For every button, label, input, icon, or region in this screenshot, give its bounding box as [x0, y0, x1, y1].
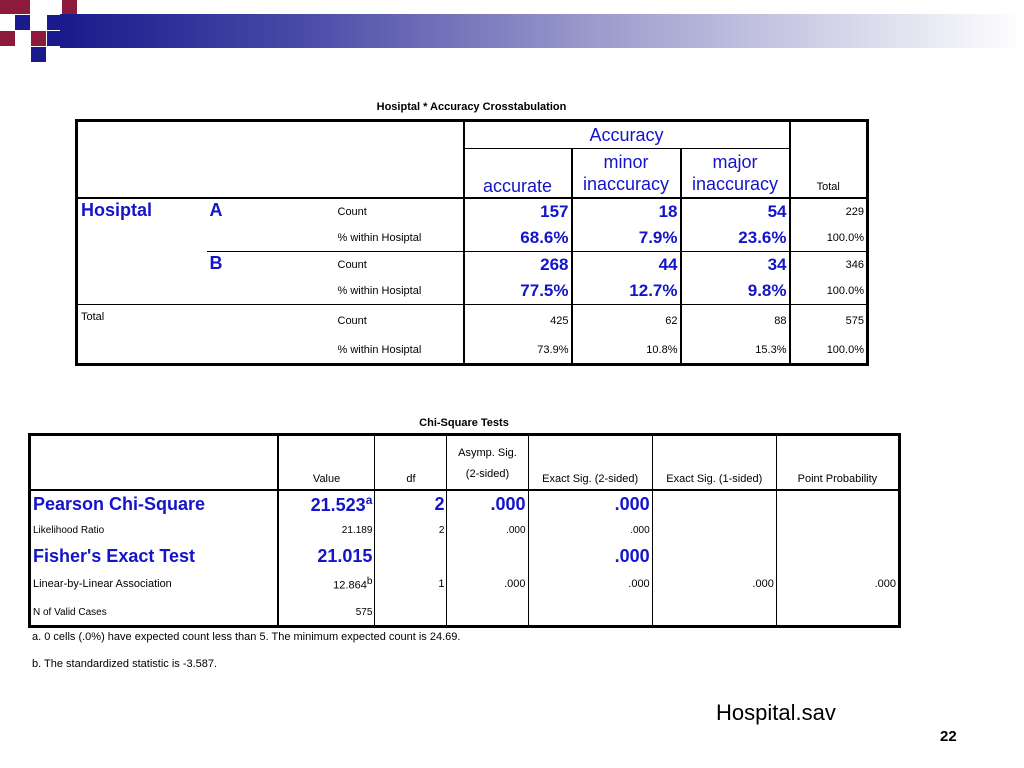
df-header: df	[375, 435, 447, 491]
cell-value: .000	[528, 543, 652, 569]
cell-value: 77.5%	[464, 278, 572, 305]
cell-value: .000	[447, 569, 528, 599]
chi-caption: Chi-Square Tests	[419, 417, 509, 429]
col-accurate-header: accurate	[464, 149, 572, 199]
cell-value: 100.0%	[790, 337, 868, 365]
stat-label: Count	[337, 259, 367, 271]
table-row	[30, 490, 900, 517]
cell-value: 21.189	[278, 517, 375, 543]
cell-value: 73.9%	[464, 337, 572, 365]
table-row	[77, 198, 868, 225]
cell-value: .000	[528, 569, 652, 599]
table-row	[30, 543, 900, 569]
cell-value: 268	[464, 252, 572, 279]
page-number: 22	[940, 728, 957, 745]
cell-value: 1	[375, 569, 447, 599]
cell-value: 21.523$^a$	[278, 490, 375, 517]
banner-square-decoration	[47, 15, 62, 30]
cell-value: 15.3%	[681, 337, 790, 365]
table-row	[77, 305, 868, 338]
cell-value: 88	[681, 305, 790, 338]
cell-value: 9.8%	[681, 278, 790, 305]
cell-value: .000	[776, 569, 899, 599]
row-label-total: Total	[77, 305, 207, 338]
crosstab-table	[75, 119, 869, 366]
banner-square-decoration	[0, 0, 30, 14]
table-row	[30, 599, 900, 627]
row-label-likelihood: Likelihood Ratio	[33, 524, 105, 536]
row-label-b: B	[209, 253, 223, 273]
cell-value: .000	[528, 517, 652, 543]
cell-value: 346	[790, 252, 868, 279]
point-header: Point Probability	[776, 435, 899, 491]
banner-square-decoration	[31, 31, 46, 46]
row-label-valid: N of Valid Cases	[33, 606, 107, 618]
cell-value: 100.0%	[790, 225, 868, 252]
footnote-a: a. 0 cells (.0%) have expected count less than 5. The minimum expected count is 24.69.	[32, 631, 461, 643]
cell-value: 54	[681, 198, 790, 225]
cell-value: 229	[790, 198, 868, 225]
col-minor-header: minor inaccuracy	[572, 149, 681, 199]
cell-value: 44	[572, 252, 681, 279]
table-row	[30, 517, 900, 543]
cell-value: 7.9%	[572, 225, 681, 252]
chi-square-table	[28, 433, 901, 628]
banner-square-decoration	[47, 31, 62, 46]
cell-value: 425	[464, 305, 572, 338]
accuracy-header: Accuracy	[464, 121, 790, 149]
stat-label: Count	[337, 206, 367, 218]
stat-label: % within Hosiptal	[337, 344, 422, 356]
row-group-hosiptal: Hosiptal	[81, 200, 153, 220]
cell-value: 575	[278, 599, 375, 627]
cell-value: 2	[375, 490, 447, 517]
crosstab-caption: Hosiptal * Accuracy Crosstabulation	[376, 101, 567, 113]
title-banner-gradient	[60, 14, 1024, 48]
row-label-a: A	[207, 198, 335, 252]
banner-square-decoration	[0, 31, 15, 46]
stat-label: Count	[335, 305, 464, 338]
exact2-header: Exact Sig. (2-sided)	[528, 435, 652, 491]
value-header: Value	[278, 435, 375, 491]
cell-value: 575	[790, 305, 868, 338]
cell-value: 68.6%	[464, 225, 572, 252]
table-row	[77, 337, 868, 365]
stat-label: % within Hosiptal	[335, 225, 464, 252]
cell-value: .000	[528, 490, 652, 517]
total-header: Total	[790, 121, 868, 199]
cell-value: .000	[652, 569, 776, 599]
exact1-header: Exact Sig. (1-sided)	[652, 435, 776, 491]
table-row	[30, 569, 900, 599]
row-label-fisher: Fisher's Exact Test	[33, 545, 196, 566]
footnote-b: b. The standardized statistic is -3.587.	[32, 658, 218, 670]
cell-value: 100.0%	[790, 278, 868, 305]
cell-value: 12.7%	[572, 278, 681, 305]
cell-value: 18	[572, 198, 681, 225]
cell-value: 12.864$^b$	[278, 569, 375, 599]
cell-value: 62	[572, 305, 681, 338]
col-major-header: major inaccuracy	[681, 149, 790, 199]
cell-value: 2	[375, 517, 447, 543]
row-label-pearson: Pearson Chi-Square	[33, 493, 206, 514]
cell-value: 21.015	[278, 543, 375, 569]
banner-square-decoration	[62, 0, 77, 14]
banner-square-decoration	[31, 47, 46, 62]
asymp-header: Asymp. Sig. (2-sided)	[447, 435, 528, 491]
cell-value: .000	[447, 490, 528, 517]
file-label: Hospital.sav	[716, 700, 836, 725]
banner-square-decoration	[15, 15, 30, 30]
cell-value: .000	[447, 517, 528, 543]
cell-value: 10.8%	[572, 337, 681, 365]
stat-label: % within Hosiptal	[337, 285, 422, 297]
row-label-linear: Linear-by-Linear Association	[33, 578, 172, 590]
cell-value: 23.6%	[681, 225, 790, 252]
cell-value: 157	[464, 198, 572, 225]
cell-value: 34	[681, 252, 790, 279]
